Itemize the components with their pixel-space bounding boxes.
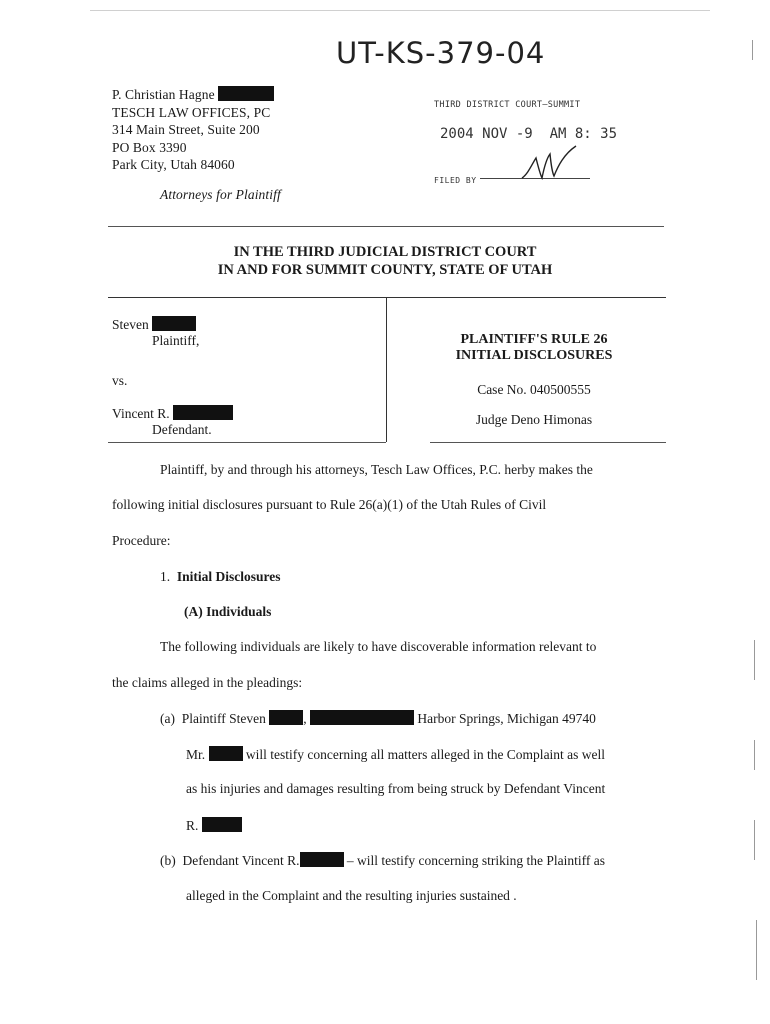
subsection-heading: (A) Individuals (184, 604, 272, 619)
judge-name: Judge Deno Himonas (475, 412, 593, 427)
redaction-bar (269, 710, 303, 725)
item-b-line-1: (b) Defendant Vincent R. – will testify concerning striking the Plaintiff as (160, 853, 605, 868)
redaction-bar (300, 852, 344, 867)
section-title: Initial Disclosures (176, 569, 281, 584)
city-state-zip: Park City, Utah 84060 (112, 157, 235, 173)
item-a-address: Harbor Springs, Michigan 49740 (417, 711, 596, 726)
stamp-filed-by-label: FILED BY (434, 176, 477, 185)
item-a-line-4: R. (186, 817, 242, 834)
defendant-name-line: Vincent R. (112, 405, 233, 422)
header-separator (108, 226, 664, 227)
margin-mark (754, 640, 755, 680)
section-heading (160, 569, 281, 585)
item-b-line-2: alleged in the Complaint and the resulting injuries sustained . (186, 888, 517, 903)
attorney-role: Attorneys for Plaintiff (160, 186, 281, 202)
caption-document-info (388, 332, 680, 428)
intro-line-1: Plaintiff, by and through his attorneys, Tesch Law Offices, P.C. herby makes the (160, 462, 593, 477)
intro-line-2: following initial disclosures pursuant to Rule 26(a)(1) of the Utah Rules of Civil (112, 497, 547, 512)
margin-mark (754, 740, 755, 770)
plaintiff-name-line: Steven (112, 316, 233, 333)
item-a-label: (a) (160, 711, 175, 726)
filing-stamp (434, 100, 634, 188)
street-address: 314 Main Street, Suite 200 (112, 122, 260, 138)
item-b-lead: Defendant Vincent R. (182, 853, 300, 868)
caption-top-rule (108, 297, 666, 298)
stamp-datetime: 2004 NOV -9 AM 8: 35 (440, 126, 618, 142)
margin-mark (752, 40, 753, 60)
redaction-bar (310, 710, 414, 725)
document-title-line-2: INITIAL DISCLOSURES (455, 348, 613, 363)
caption-bottom-rule-right (430, 442, 666, 443)
redaction-bar (173, 405, 233, 420)
stamp-filed-by-row (434, 168, 634, 188)
caption-divider (386, 297, 387, 442)
intro-line-3: Procedure: (112, 533, 171, 548)
caption-parties (112, 316, 233, 438)
plaintiff-role: Plaintiff, (152, 333, 200, 348)
redaction-bar (152, 316, 196, 331)
item-b-label: (b) (160, 853, 176, 868)
item-a-lead: Plaintiff Steven (181, 711, 266, 726)
individuals-intro-line-1: The following individuals are likely to have discoverable information relevant to (160, 639, 597, 654)
item-a-line-3: as his injuries and damages resulting from being struck by Defendant Vincent (186, 781, 606, 796)
case-number: Case No. 040500555 (477, 382, 591, 397)
court-heading-line-2: IN AND FOR SUMMIT COUNTY, STATE OF UTAH (217, 262, 553, 278)
po-box: PO Box 3390 (112, 139, 187, 155)
individuals-intro-line-2: the claims alleged in the pleadings: (112, 675, 303, 690)
caption-bottom-rule-left (108, 442, 386, 443)
court-heading (0, 243, 770, 279)
section-number: 1. (160, 569, 171, 584)
scan-artifact-top (90, 10, 710, 11)
margin-mark (754, 820, 755, 860)
stamp-court: THIRD DISTRICT COURT–SUMMIT (434, 100, 581, 110)
clerk-signature (520, 144, 580, 184)
versus: vs. (112, 373, 128, 388)
item-a-line-1: (a) Plaintiff Steven , Harbor Springs, Michigan 49740 (160, 711, 596, 726)
firm-name: TESCH LAW OFFICES, PC (112, 104, 271, 120)
attorney-block (112, 86, 281, 204)
handwritten-document-id: UT-KS-379-04 (336, 36, 546, 70)
margin-mark (756, 920, 757, 980)
attorney-name-line: P. Christian Hagne (112, 86, 281, 104)
redaction-bar (218, 86, 274, 101)
redaction-bar (202, 817, 242, 832)
redaction-bar (209, 746, 243, 761)
defendant-role: Defendant. (152, 422, 212, 437)
item-a-line-2: Mr. will testify concerning all matters alleged in the Complaint as well (186, 747, 606, 762)
court-heading-line-1: IN THE THIRD JUDICIAL DISTRICT COURT (233, 244, 537, 260)
document-title-line-1: PLAINTIFF'S RULE 26 (460, 332, 608, 347)
